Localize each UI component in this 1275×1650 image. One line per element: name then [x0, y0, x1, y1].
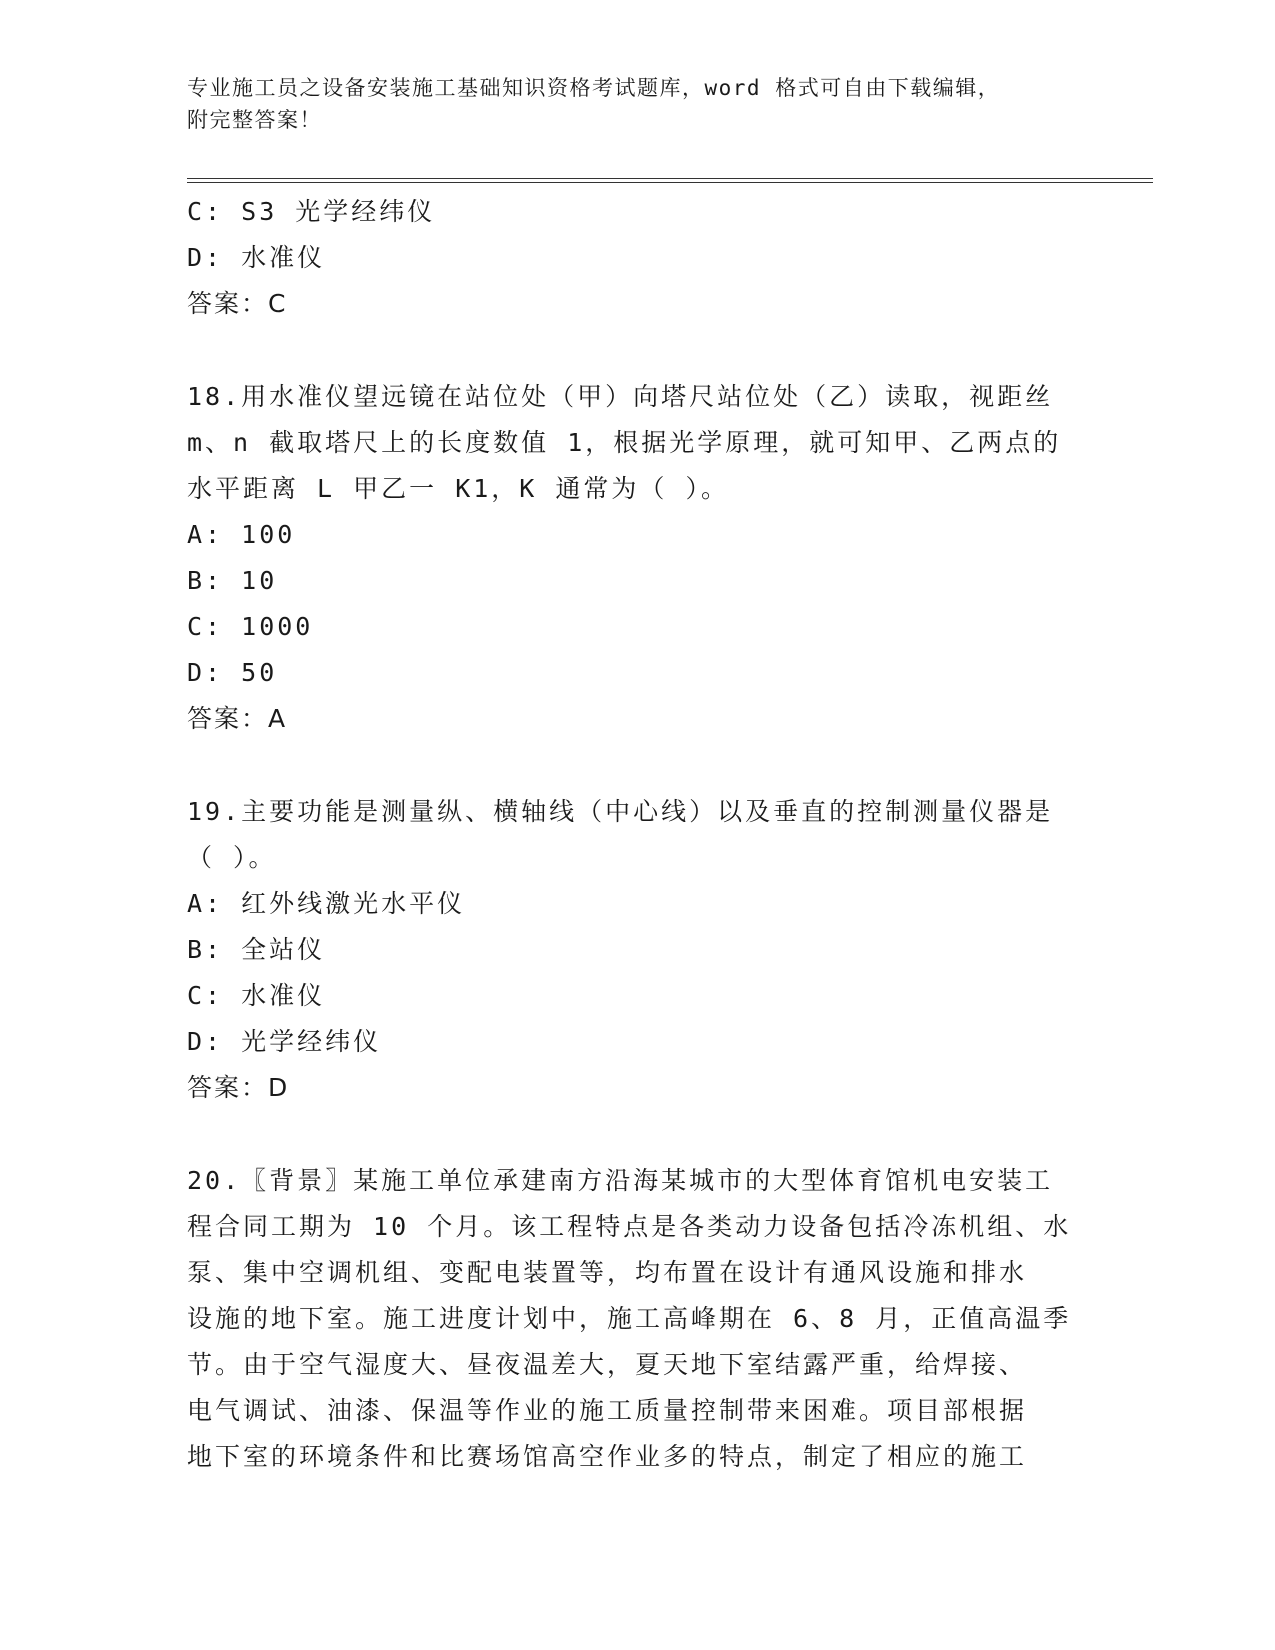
question-stem-line: 电气调试、油漆、保温等作业的施工质量控制带来困难。项目部根据: [187, 1396, 1028, 1425]
question-stem-line: 18.用水准仪望远镜在站位处（甲）向塔尺站位处（乙）读取，视距丝: [187, 382, 1054, 411]
option-a: A: 100: [187, 520, 296, 549]
answer-line: 答案：A: [187, 704, 288, 733]
question-stem-line: 水平距离 L 甲乙一 K1，K 通常为（ ）。: [187, 474, 729, 503]
question-content: [187, 189, 1087, 1480]
option-d: D: 50: [187, 658, 278, 687]
answer-line: 答案：C: [187, 289, 288, 318]
question-18: [187, 374, 1087, 742]
question-spacer: [187, 327, 1087, 374]
question-stem-line: m、n 截取塔尺上的长度数值 1，根据光学原理，就可知甲、乙两点的: [187, 428, 1062, 457]
option-c: C: 1000: [187, 612, 314, 641]
option-c: C: S3 光学经纬仪: [187, 197, 436, 226]
document-header: [187, 72, 1087, 136]
option-c: C: 水准仪: [187, 981, 326, 1010]
header-line: 附完整答案！: [187, 108, 322, 132]
question-spacer: [187, 1111, 1087, 1158]
header-line: 专业施工员之设备安装施工基础知识资格考试题库，word 格式可自由下载编辑，: [187, 76, 1001, 100]
question-stem-line: （ ）。: [187, 843, 277, 872]
question-stem-line: 节。由于空气湿度大、昼夜温差大，夏天地下室结露严重，给焊接、: [187, 1350, 1028, 1379]
question-stem-line: 程合同工期为 10 个月。该工程特点是各类动力设备包括冷冻机组、水: [187, 1212, 1072, 1241]
question-stem-line: 20.〖背景〗某施工单位承建南方沿海某城市的大型体育馆机电安装工: [187, 1166, 1054, 1195]
option-a: A: 红外线激光水平仪: [187, 889, 466, 918]
question-stem-line: 地下室的环境条件和比赛场馆高空作业多的特点，制定了相应的施工: [187, 1442, 1028, 1471]
question-19: [187, 789, 1087, 1111]
header-divider: [187, 178, 1153, 183]
option-d: D: 水准仪: [187, 243, 326, 272]
question-17: [187, 189, 1087, 327]
question-spacer: [187, 742, 1087, 789]
answer-line: 答案：D: [187, 1073, 290, 1102]
option-d: D: 光学经纬仪: [187, 1027, 382, 1056]
question-stem-line: 设施的地下室。施工进度计划中，施工高峰期在 6、8 月，正值高温季: [187, 1304, 1072, 1333]
question-20: [187, 1158, 1087, 1480]
question-stem-line: 19.主要功能是测量纵、横轴线（中心线）以及垂直的控制测量仪器是: [187, 797, 1054, 826]
question-stem-line: 泵、集中空调机组、变配电装置等，均布置在设计有通风设施和排水: [187, 1258, 1028, 1287]
option-b: B: 全站仪: [187, 935, 326, 964]
option-b: B: 10: [187, 566, 278, 595]
